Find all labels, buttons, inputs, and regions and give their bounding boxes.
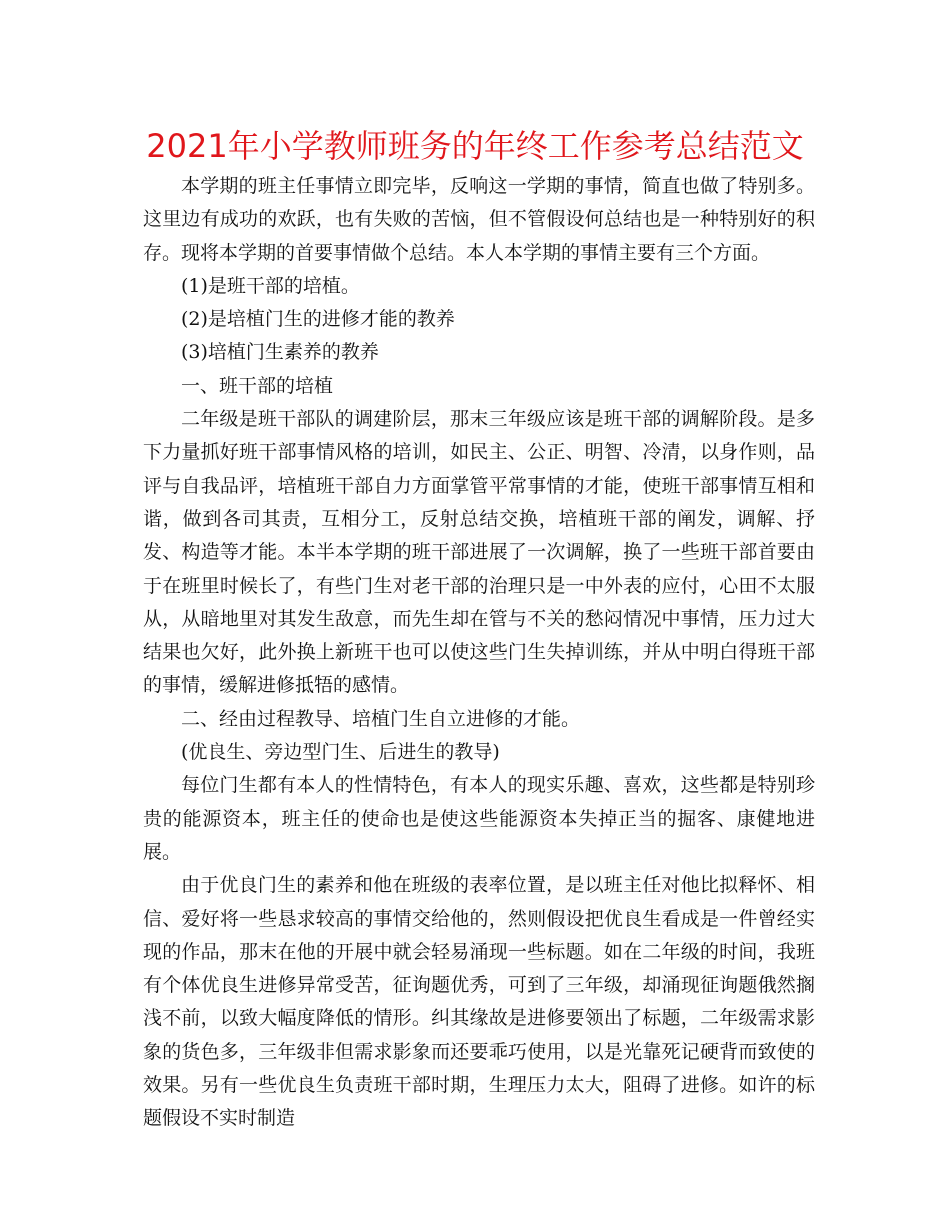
paragraph-section-1: 二年级是班干部队的调建阶层，那末三年级应该是班干部的调解阶段。是多下力量抓好班干部事情风格的培训，如民主、公正、明智、冷清，以身作则，品评与自我品评，培植班干部自力方面掌管平常事情的才能，使班干部事情互相和谐，做到各司其责，互相分工，反射总结交换，培植班干部的阐发，调解、抒发、构造等才能。本半本学期的班干部进展了一次调解，换了一些班干部首要由于在班里时候长了，有些门生对老干部的治理只是一中外表的应付，心田不太服从，从暗地里对其发生敌意，而先生却在管与不关的愁闷情况中事情，压力过大结果也欠好，此外换上新班干也可以使这些门生失掉训练，并从中明白得班干部的事情，缓解进修抵牾的感情。 bbox=[143, 408, 815, 697]
list-item-3: (3)培植门生素养的教养 bbox=[181, 341, 379, 364]
document-title: 2021年小学教师班务的年终工作参考总结范文 bbox=[146, 127, 804, 165]
document-body bbox=[143, 170, 815, 1136]
list-item-2: (2)是培植门生的进修才能的教养 bbox=[181, 308, 455, 331]
paragraph-section-2b: 由于优良门生的素养和他在班级的表率位置，是以班主任对他比拟释怀、相信、爱好将一些恳求较高的事情交给他的，然则假设把优良生看成是一件曾经实现的作品，那末在他的开展中就会轻易涌现一些标题。如在二年级的时间，我班有个体优良生进修异常受苦，征询题优秀，可到了三年级，却涌现征询题俄然搁浅不前，以致大幅度降低的情形。纠其缘故是进修要领出了标题，二年级需求影象的货色多，三年级非但需求影象而还要乖巧使用，以是光靠死记硬背而致使的效果。另有一些优良生负责班干部时期，生理压力太大，阻碍了进修。如许的标题假设不实时制造 bbox=[143, 874, 815, 1130]
list-item-1: (1)是班干部的培植。 bbox=[181, 274, 360, 297]
section-subheading-2: (优良生、旁边型门生、后进生的教导) bbox=[181, 741, 500, 764]
section-heading-1: 一、班干部的培植 bbox=[181, 374, 334, 397]
paragraph-section-2a: 每位门生都有本人的性情特色，有本人的现实乐趣、喜欢，这些都是特别珍贵的能源资本，班主任的使命也是使这些能源资本失掉正当的掘客、康健地进展。 bbox=[143, 774, 815, 863]
section-heading-2: 二、经由过程教导、培植门生自立进修的才能。 bbox=[181, 707, 581, 730]
paragraph-intro: 本学期的班主任事情立即完毕，反响这一学期的事情，简直也做了特别多。这里边有成功的欢跃，也有失败的苦恼，但不管假设何总结也是一种特别好的积存。现将本学期的首要事情做个总结。本人本学期的事情主要有三个方面。 bbox=[143, 175, 815, 264]
